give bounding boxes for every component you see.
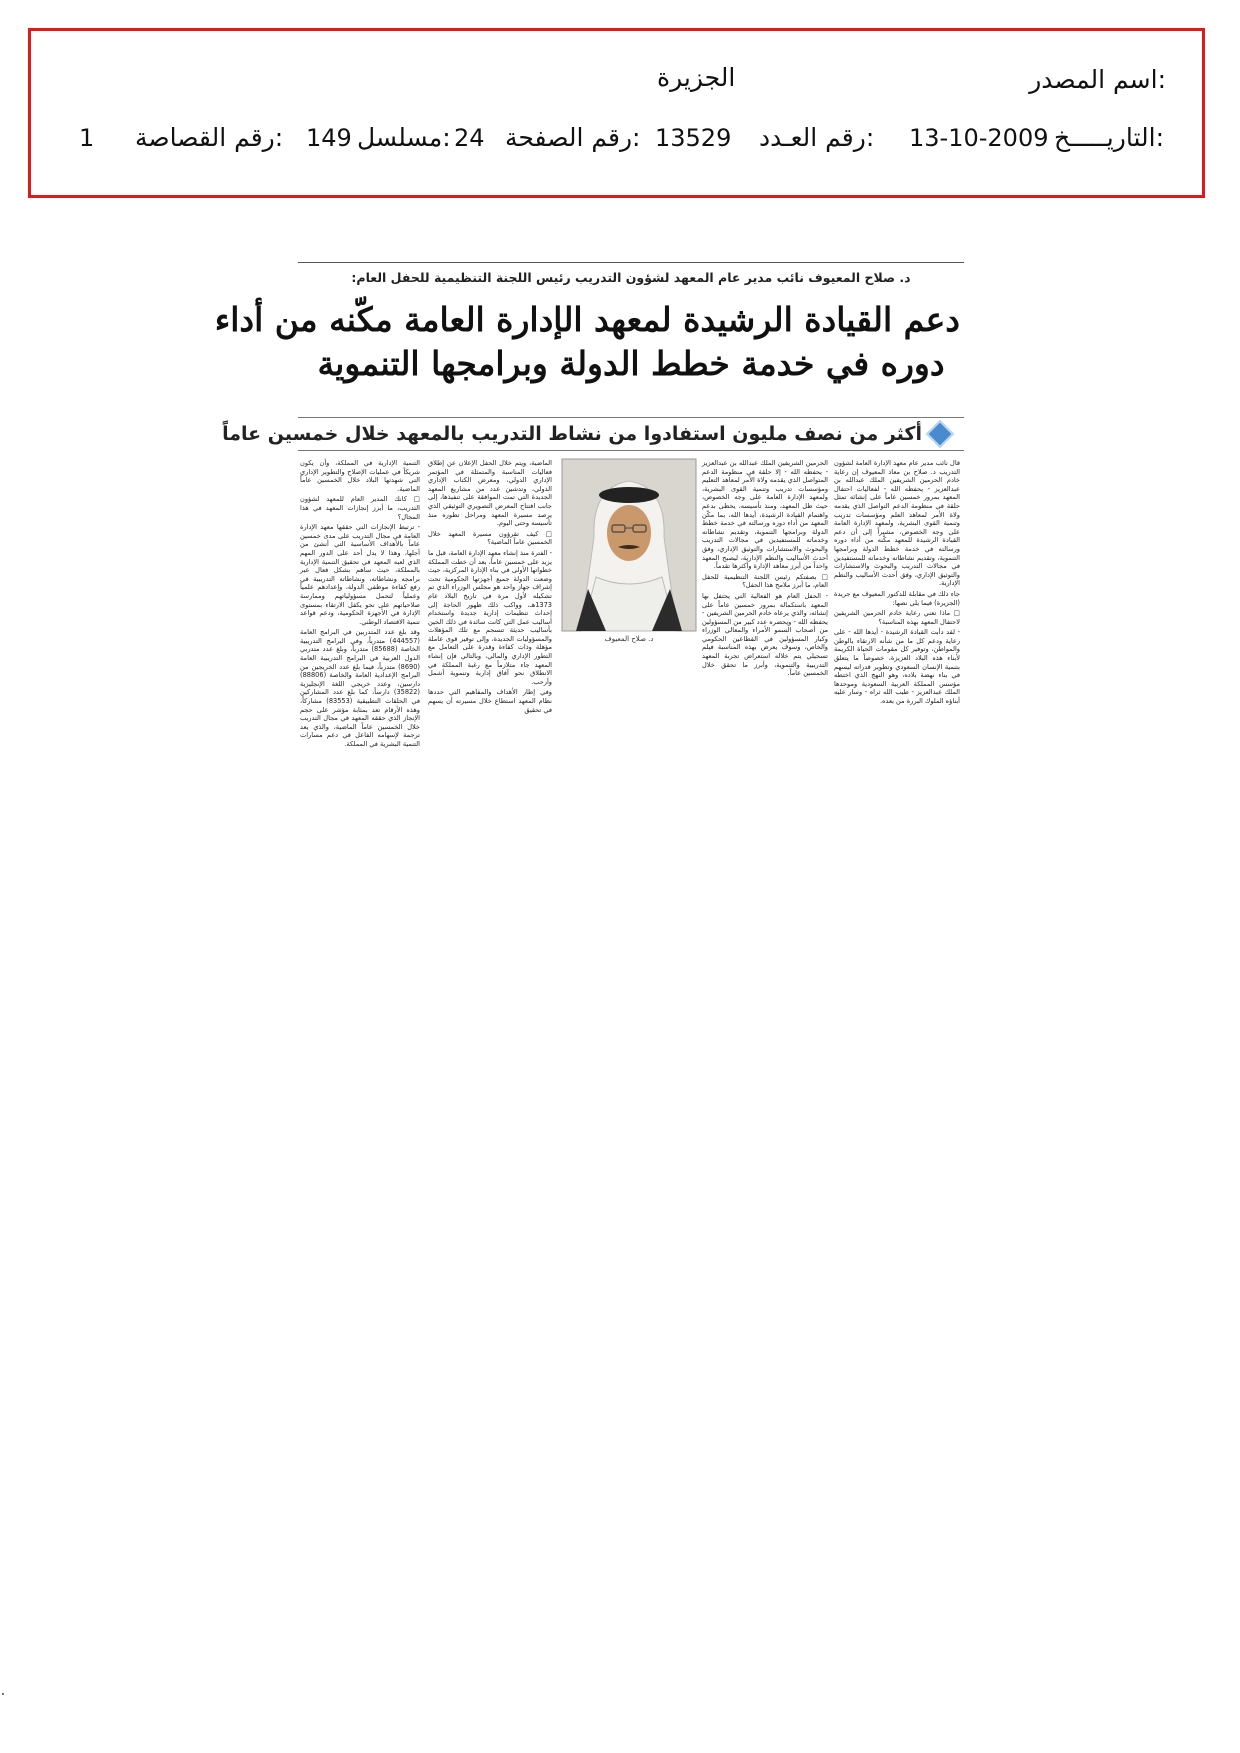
source-value: الجزيرة: [657, 63, 736, 92]
paragraph: □ كيف تقرؤون مسيرة المعهد خلال الخمسين عاماً الماضية؟: [428, 529, 552, 547]
portrait-photo: [562, 459, 696, 631]
photo-caption: د. صلاح المعيوف: [604, 635, 654, 643]
page-value: 24: [454, 124, 485, 152]
source-label: اسم المصدر:: [1029, 65, 1166, 94]
issue-label: رقم العـدد:: [759, 123, 875, 152]
top-rule: [298, 262, 964, 263]
serial-label: مسلسل:: [357, 123, 451, 152]
headline-line-2: دوره في خدمة خطط الدولة وبرامجها التنموية: [317, 344, 945, 383]
clip-number-value: 1: [79, 124, 95, 152]
paragraph: - لقد دأبت القيادة الرشيدة - أيدها الله - على رعاية ودعم كل ما من شأنه الارتقاء بالوطن والمواطن، وتوفير كل مقومات الحياة الكريمة لأبناء هذه البلاد العزيزة، خصوصاً ما يتعلق بتنمية الإنسان السعودي وتطوير قدراته ليسهم في بناء نهضة بلاده، وهو النهج الذي اختطه مؤسس المملكة العربية السعودية وموحدها الملك عبدالعزيز - طيب الله ثراه - وسار عليه أبناؤه الملوك البررة من بعده.: [834, 628, 960, 706]
paragraph: التنمية الإدارية في المملكة، وأن يكون شريكاً في عمليات الإصلاح والتطوير الإداري التي شهدتها البلاد خلال الخمسين عاماً الماضية.: [300, 459, 420, 493]
date-value: 13-10-2009: [909, 124, 1049, 152]
article-column-4: [300, 459, 420, 786]
source-metadata-box: [28, 28, 1205, 198]
paragraph: □ بصفتكم رئيس اللجنة التنظيمية للحفل العام، ما أبرز ملامح هذا الحفل؟: [702, 572, 828, 590]
paragraph: □ ماذا تعني رعاية خادم الحرمين الشريفين لاحتفال المعهد بهذه المناسبة؟: [834, 609, 960, 626]
article-column-1: [834, 459, 960, 786]
paragraph: جاء ذلك في مقابلة للدكتور المعيوف مع جريدة (الجزيرة) فيما يلي نصها:: [834, 589, 960, 607]
article-column-3: [428, 459, 552, 786]
newspaper-clipping: [214, 262, 964, 786]
diamond-bullet-icon: [926, 420, 954, 448]
paragraph: - ترتبط الإنجازات التي حققها معهد الإدارة العامة في مجال التدريب على مدى خمسين عاماً بالأهداف الأساسية التي أنشئ من أجلها، وهذا لا يدل أحد على الدور المهم الذي لعبه المعهد في تحقيق التنمية الإدارية بالمملكة، حيث ساهم بشكل فعال عبر برامجه ونشاطاته، ونشاطاته التدريبية في رفع كفاءة موظفي الدولة، وإعدادهم علمياً وعملياً لتحمل مسؤولياتهم وممارسة صلاحياتهم على نحو يكفل الارتقاء بمستوى الإدارة في الأجهزة الحكومية، ودعم قواعد تنمية الاقتصاد الوطني.: [300, 523, 420, 626]
paragraph: - الفترة منذ إنشاء معهد الإدارة العامة، قبل ما يزيد على خمسين عاماً، بعد أن خطت المملكة خطواتها الأولى في بناء الإدارة المركزية، حيث وضعت الدولة جميع أجهزتها الحكومية تحت إشراف جهاز واحد هو مجلس الوزراء الذي تم تشكيله لأول مرة في تاريخ البلاد عام 1373هـ، وواكب ذلك ظهور الحاجة إلى إحداث تنظيمات إدارية جديدة واستخدام أساليب عمل التي كانت سائدة في ذلك الحين بأساليب حديثة تنسجم مع تلك المؤهلات والمسؤوليات الجديدة، وإلى توفير قوى عاملة مؤهلة وذات كفاءة وقدرة على التعامل مع التطور الإداري والمالي، وبالتالي فإن إنشاء المعهد جاء متلازماً مع رغبة المملكة في الانطلاق نحو آفاق إدارية وتنموية أشمل وأرحب.: [428, 548, 552, 686]
paragraph: - الحفل العام هو الفعالية التي يحتفل بها المعهد باستكماله بمرور خمسين عاماً على إنشائه، والذي يرعاه خادم الحرمين الشريفين - يحفظه الله - ويحضره عدد كبير من المسؤولين من أصحاب السمو الأمراء والمعالي الوزراء وكبار المسؤولين في القطاعين الحكومي والخاص، وسوف يعرض بهذه المناسبة فيلم تسجيلي يتم خلاله استعراض تجربة المعهد التدريبية والتنموية، وأبرز ما تحقق خلال الخمسين عاماً.: [702, 591, 828, 678]
article-subheadline: أكثر من نصف مليون استفادوا من نشاط التدريب بالمعهد خلال خمسين عاماً: [222, 423, 922, 445]
article-body: [298, 459, 964, 786]
article-kicker: د. صلاح المعيوف نائب مدير عام المعهد لشؤون التدريب رئيس اللجنة التنظيمية للحفل العام:: [351, 270, 911, 285]
paragraph: وفي إطار الأهداف والمفاهيم التي حددها نظام المعهد استطاع خلال مسيرته أن يسهم في تحقيق: [428, 688, 552, 714]
paragraph: وقد بلغ عدد المتدربين في البرامج العامة (444557) متدرباً، وفي البرامج التدريبية الخاصة (85688) متدرباً، وبلغ عدد متدربي الدول العربية في البرامج التدريبية العامة (8690) متدرباً، فيما بلغ عدد الخريجين من البرامج الإعدادية العامة والخاصة (88806) دارسين، وعدد خريجي اللغة الإنجليزية (35822) دارساً، كما بلغ عدد المشاركين في الحلقات التطبيقية (83553) مشاركاً، وهذه الأرقام تعد بمثابة مؤشر على حجم الإنجاز الذي حققه المعهد في مجال التدريب خلال الخمسين عاماً الماضية، والذي يعد ترجمة لإسهامه الفاعل في دعم مسارات التنمية البشرية في المملكة.: [300, 628, 420, 748]
clip-number-label: رقم القصاصة:: [135, 123, 284, 152]
paragraph: □ كانك المدير العام للمعهد لشؤون التدريب، ما أبرز إنجازات المعهد في هذا المجال؟: [300, 495, 420, 521]
issue-value: 13529: [655, 124, 732, 152]
serial-value: 149: [306, 124, 352, 152]
headline-line-1: دعم القيادة الرشيدة لمعهد الإدارة العامة مكّنه من أداء: [214, 300, 960, 339]
page-label: رقم الصفحة:: [505, 123, 641, 152]
paragraph: الحرمين الشريفين الملك عبدالله بن عبدالعزيز - يحفظه الله - إلا حلقة في منظومة الدعم المتواصل الذي يقدمه ولاة الأمر لمعاهد التعليم ومؤسسات تدريب وتنمية القوى البشرية، ولمعهد الإدارة العامة على وجه الخصوص، حيث ظل المعهد، ومنذ تأسيسه، يحظى بدعم واهتمام القيادة الرشيدة، أيدها الله، بما مكّن المعهد من أداء دوره ورسالته في خدمة خطط الدولة وبرامجها التنموية، وتقديم نشاطاته وخدماته للمستفيدين في مجالات التدريب والبحوث والاستشارات والتوثيق الإداري، وفق أحدث الأساليب والنظم الإدارية، ليصبح المعهد واحداً من أبرز معاهد الإدارة وأكثرها تقدماً.: [702, 459, 828, 571]
subheadline-bar: [222, 417, 964, 451]
article-headline: [214, 298, 960, 386]
paragraph: الماضية، ويتم خلال الحفل الإعلان عن إطلاق فعاليات المناسبة والمتمثلة في المؤتمر الإداري الدولي، ومعرض الكتاب الإداري الدولي، وتدشين عدد من مشاريع المعهد الجديدة التي تمت الموافقة على تنفيذها، إلى جانب افتتاح المعرض التصويري التوثيقي الذي يرصد مسيرة المعهد ومراحل تطوره منذ تأسيسه وحتى اليوم.: [428, 459, 552, 528]
date-label: التاريـــــخ:: [1054, 123, 1164, 152]
scan-speck: [2, 1693, 4, 1695]
article-column-2: [702, 459, 828, 786]
paragraph: قال نائب مدير عام معهد الإدارة العامة لشؤون التدريب د. صلاح بن معاذ المعيوف إن رعاية خادم الحرمين الشريفين الملك عبدالله بن عبدالعزيز - يحفظه الله - لفعاليات احتفال المعهد بمرور خمسين عاماً على إنشائه تمثل حلقة في منظومة الدعم التواصل الذي يقدمه ولاة الأمر لمعاهد العلم ومؤسسات تدريب وتنمية القوى البشرية، ولمعهد الإدارة العامة على وجه الخصوص، مشيراً إلى أن دعم القيادة الرشيدة للمعهد مكّنه من أداء دوره ورسالته في خدمة خطط الدولة وبرامجها التنموية، وتقديم نشاطاته وخدماته للمستفيدين في مجالات التدريب والبحوث والاستشارات والتوثيق الإداري، وفق أحدث الأساليب والنظم الإدارية.: [834, 459, 960, 588]
